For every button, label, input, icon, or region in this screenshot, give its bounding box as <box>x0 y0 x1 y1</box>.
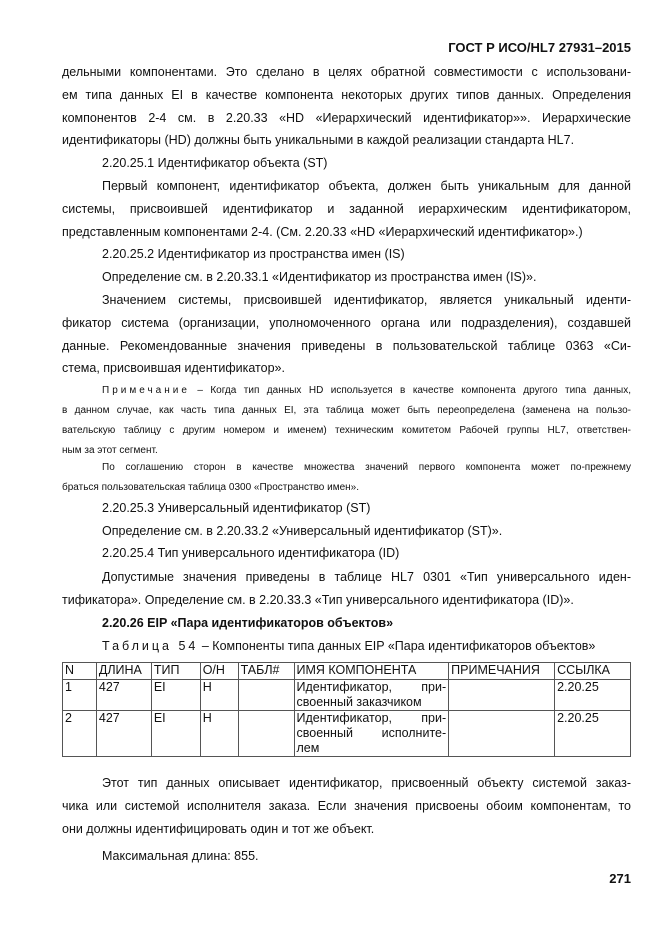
section-heading <box>62 497 631 520</box>
cell: 427 <box>96 680 151 711</box>
text-line: ным за этот сегмент. <box>62 445 158 456</box>
text-line: Значением системы, присвоившей идентификатор, является уникальный иденти- <box>102 293 631 307</box>
text-line: системы, присвоившей идентификатор и заданной иерархическим идентификатором, <box>62 201 631 216</box>
caption-text: – Компоненты типа данных EIP «Пара идентификаторов объектов» <box>201 639 596 653</box>
paragraph <box>62 266 631 289</box>
text-line: 2.20.25.4 Тип универсального идентификатора (ID) <box>102 546 400 560</box>
header-cell: N <box>63 663 97 680</box>
paragraph <box>62 289 631 380</box>
text-line: 2.20.25.3 Универсальный идентификатор (ST) <box>102 501 371 515</box>
section-heading <box>62 542 631 565</box>
text-line: чика или системой исполнителя заказа. Если значения присвоены обоим компонентам, то <box>62 798 631 813</box>
table-caption <box>62 635 631 658</box>
cell: 1 <box>63 680 97 711</box>
cell: 427 <box>96 711 151 757</box>
header-cell: О/Н <box>200 663 238 680</box>
text-line: 2.20.25.1 Идентификатор объекта (ST) <box>102 156 328 170</box>
text-line: идентификаторы (HD) должны быть уникальными в каждой реализации стандарта HL7. <box>62 133 575 148</box>
cell <box>449 711 555 757</box>
text-line: Идентификатор, при- <box>296 680 447 694</box>
cell: 2.20.25 <box>555 711 631 757</box>
section-heading <box>62 612 631 635</box>
text-line: в данном случае, как часть типа данных EI, эта таблица может быть переопределена (заменена на пользо- <box>62 405 631 416</box>
text-line: Этот тип данных описывает идентификатор, присвоенный объекту системой заказ- <box>102 776 631 790</box>
header-cell: ПРИМЕЧАНИЯ <box>449 663 555 680</box>
note-text: – Когда тип данных HD используется в качестве компонента другого типа данных, <box>197 385 631 396</box>
text-line: По соглашению сторон в качестве множества значений первого компонента может по-прежнему <box>102 462 631 473</box>
text-line: Допустимые значения приведены в таблице HL7 0301 «Тип универсального иден- <box>102 570 631 584</box>
page-number: 271 <box>609 871 631 886</box>
table-header-row <box>63 663 631 680</box>
paragraph <box>62 520 631 543</box>
text-line: ем типа данных EI в качестве компонента некоторых других типов данных. Определения <box>62 87 631 102</box>
text-line: данные. Рекомендованные значения приведены в пользовательской таблице 0363 «Си- <box>62 338 631 353</box>
document-header: ГОСТ Р ИСО/HL7 27931–2015 <box>448 40 631 55</box>
text-line: браться пользовательская таблица 0300 «Пространство имен». <box>62 482 360 493</box>
cell <box>294 711 449 757</box>
cell: H <box>200 711 238 757</box>
text-line: вательскую таблицу с другим номером и именем) техническим комитетом Рабочей группы HL7, ответствен- <box>62 425 631 436</box>
table-row <box>63 711 631 757</box>
cell: 2.20.25 <box>555 680 631 711</box>
text-line: своенный исполните- <box>296 726 447 740</box>
text-line: фикатор система (организации, уполномоченного органа или подразделения), создавшей <box>62 315 631 330</box>
text-line <box>62 381 631 401</box>
section-heading <box>62 243 631 266</box>
text-line: 2.20.25.2 Идентификатор из пространства имен (IS) <box>102 247 405 261</box>
note <box>62 381 631 461</box>
cell: H <box>200 680 238 711</box>
text-line: тификатора». Определение см. в 2.20.33.3 «Тип универсального идентификатора (ID)». <box>62 592 574 607</box>
cell <box>294 680 449 711</box>
cell: EI <box>151 680 200 711</box>
paragraph <box>62 175 631 243</box>
cell <box>238 711 294 757</box>
header-cell: ТАБЛ# <box>238 663 294 680</box>
cell: EI <box>151 711 200 757</box>
cell: 2 <box>63 711 97 757</box>
section-heading <box>62 152 631 175</box>
note-label: Примечание <box>102 385 190 396</box>
text-line: Максимальная длина: 855. <box>102 849 259 863</box>
paragraph <box>62 566 631 612</box>
text-line: они должны идентифицировать один и тот же объект. <box>62 821 375 836</box>
text-line: компонентов 2-4 см. в 2.20.33 «HD «Иерархический идентификатор»». Иерархические <box>62 110 631 125</box>
text-line: Идентификатор, при- <box>296 711 447 725</box>
header-cell: ДЛИНА <box>96 663 151 680</box>
cell <box>238 680 294 711</box>
header-cell: ТИП <box>151 663 200 680</box>
text-line: стема, присвоившая идентификатор». <box>62 361 285 376</box>
paragraph <box>62 772 631 840</box>
text-line: дельными компонентами. Это сделано в целях обратной совместимости с использовани- <box>62 65 631 79</box>
text-line: своенный заказчиком <box>296 695 422 709</box>
header-cell: ИМЯ КОМПОНЕНТА <box>294 663 449 680</box>
text-line: 2.20.26 EIP «Пара идентификаторов объектов» <box>102 616 394 630</box>
paragraph <box>62 61 631 152</box>
text-line: Первый компонент, идентификатор объекта, должен быть уникальным для данной <box>102 179 631 193</box>
text-line <box>62 635 631 658</box>
cell <box>449 680 555 711</box>
text-line: представленным компонентами 2-4. (См. 2.20.33 «HD «Иерархический идентификатор».) <box>62 224 583 239</box>
text-line: Определение см. в 2.20.33.2 «Универсальный идентификатор (ST)». <box>102 524 503 538</box>
note-paragraph <box>62 458 631 498</box>
components-table <box>62 662 631 757</box>
table-row <box>63 680 631 711</box>
text-line: Определение см. в 2.20.33.1 «Идентификатор из пространства имен (IS)». <box>102 270 537 284</box>
paragraph <box>62 845 631 868</box>
caption-label: Таблица 54 <box>102 639 199 653</box>
text-line: лем <box>296 741 320 755</box>
header-cell: ССЫЛКА <box>555 663 631 680</box>
